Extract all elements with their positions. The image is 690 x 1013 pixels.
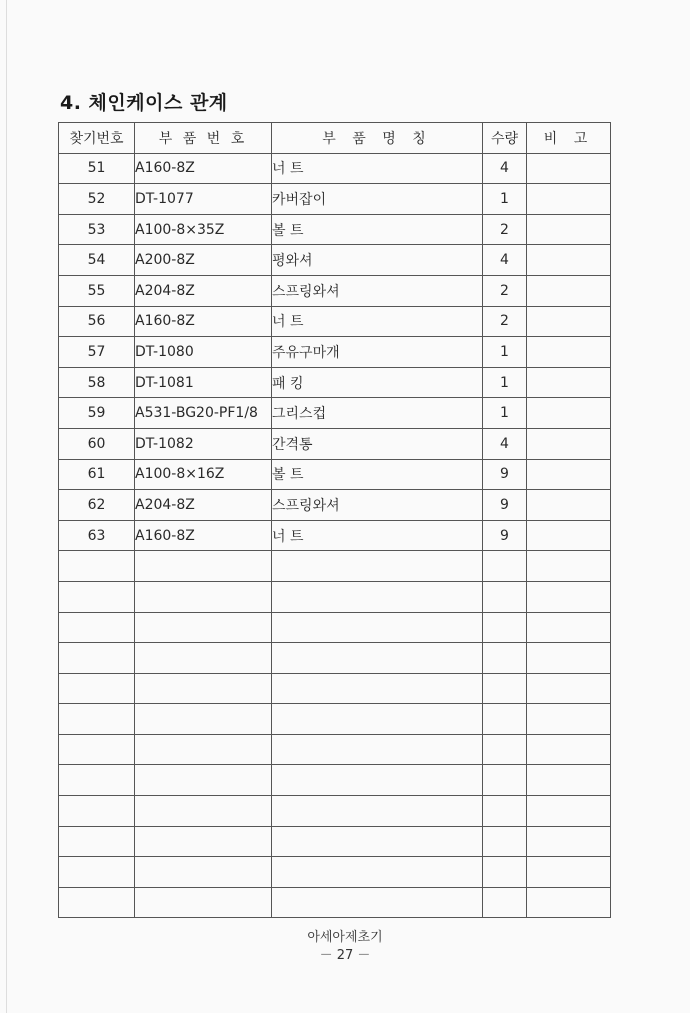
cell-note [527,551,611,582]
cell-note [527,520,611,551]
cell-no [59,551,135,582]
cell-no: 60 [59,428,135,459]
cell-qty [483,704,527,735]
cell-no: 61 [59,459,135,490]
cell-part-name [272,643,483,674]
cell-note [527,428,611,459]
cell-no: 52 [59,184,135,215]
footer-company: 아세아제초기 [307,930,383,945]
cell-part-name: 너 트 [272,153,483,184]
cell-no [59,887,135,918]
cell-note [527,337,611,368]
table-row [59,857,611,888]
cell-qty: 1 [483,367,527,398]
cell-part-name [272,673,483,704]
cell-qty: 1 [483,184,527,215]
cell-part-number: A160-8Z [135,153,272,184]
cell-part-name [272,612,483,643]
cell-part-name: 스프링와셔 [272,490,483,521]
cell-no: 57 [59,337,135,368]
cell-no: 55 [59,275,135,306]
table-row [59,520,611,551]
cell-no: 62 [59,490,135,521]
cell-part-name: 너 트 [272,306,483,337]
parts-table [58,122,611,918]
cell-part-number: A100-8×16Z [135,459,272,490]
cell-no [59,857,135,888]
cell-part-name [272,765,483,796]
cell-part-name: 스프링와셔 [272,275,483,306]
footer-page-number: － 27 － [319,948,371,963]
cell-qty [483,734,527,765]
header-no: 찾기번호 [59,123,135,154]
cell-qty [483,826,527,857]
table-row [59,367,611,398]
cell-no: 58 [59,367,135,398]
table-row [59,275,611,306]
cell-part-number: A204-8Z [135,275,272,306]
cell-part-number: DT-1081 [135,367,272,398]
cell-part-name [272,581,483,612]
cell-qty [483,551,527,582]
page-edge-line [6,0,7,1013]
cell-qty [483,643,527,674]
cell-note [527,275,611,306]
parts-table-body [59,153,611,918]
table-row [59,337,611,368]
cell-part-number: A204-8Z [135,490,272,521]
table-row [59,581,611,612]
cell-part-number [135,734,272,765]
cell-part-name [272,796,483,827]
cell-no [59,643,135,674]
table-row [59,826,611,857]
cell-part-name: 카버잡이 [272,184,483,215]
cell-qty [483,581,527,612]
cell-note [527,612,611,643]
cell-note [527,184,611,215]
cell-note [527,643,611,674]
cell-qty [483,612,527,643]
cell-note [527,673,611,704]
cell-qty [483,796,527,827]
cell-part-number [135,857,272,888]
cell-part-number [135,581,272,612]
cell-note [527,367,611,398]
cell-no: 53 [59,214,135,245]
table-row [59,184,611,215]
cell-qty: 2 [483,275,527,306]
table-header-row [59,123,611,154]
cell-no [59,734,135,765]
cell-part-number: A200-8Z [135,245,272,276]
header-part-name: 부 품 명 칭 [272,123,483,154]
cell-part-name [272,826,483,857]
cell-no [59,826,135,857]
cell-qty: 9 [483,459,527,490]
cell-part-name: 간격통 [272,428,483,459]
cell-note [527,214,611,245]
cell-no [59,796,135,827]
table-row [59,643,611,674]
cell-part-number: A160-8Z [135,306,272,337]
table-row [59,765,611,796]
cell-no: 54 [59,245,135,276]
header-part-number: 부 품 번 호 [135,123,272,154]
cell-note [527,459,611,490]
cell-no [59,581,135,612]
cell-no [59,612,135,643]
cell-part-number: A160-8Z [135,520,272,551]
cell-part-number [135,765,272,796]
table-row [59,796,611,827]
header-qty: 수량 [483,123,527,154]
cell-qty [483,887,527,918]
cell-note [527,581,611,612]
cell-qty: 2 [483,306,527,337]
cell-note [527,887,611,918]
cell-no [59,673,135,704]
cell-qty [483,673,527,704]
cell-note [527,857,611,888]
cell-note [527,826,611,857]
cell-part-number [135,826,272,857]
table-row [59,887,611,918]
table-row [59,214,611,245]
cell-qty [483,857,527,888]
cell-qty: 1 [483,398,527,429]
cell-qty: 1 [483,337,527,368]
table-row [59,612,611,643]
cell-no: 59 [59,398,135,429]
table-row [59,459,611,490]
cell-no [59,704,135,735]
cell-note [527,704,611,735]
cell-no: 63 [59,520,135,551]
cell-part-number [135,887,272,918]
cell-no [59,765,135,796]
table-row [59,306,611,337]
cell-part-number: DT-1077 [135,184,272,215]
header-note: 비 고 [527,123,611,154]
cell-part-name [272,887,483,918]
cell-part-name [272,734,483,765]
cell-part-number [135,612,272,643]
cell-note [527,765,611,796]
table-row [59,551,611,582]
cell-qty [483,765,527,796]
table-row [59,153,611,184]
cell-qty: 9 [483,490,527,521]
cell-note [527,245,611,276]
section-title: 4. 체인케이스 관계 [60,92,228,114]
cell-no: 51 [59,153,135,184]
cell-part-number [135,673,272,704]
cell-qty: 2 [483,214,527,245]
cell-note [527,796,611,827]
cell-part-name [272,551,483,582]
cell-part-name: 주유구마개 [272,337,483,368]
table-row [59,490,611,521]
cell-part-number [135,643,272,674]
table-row [59,734,611,765]
cell-part-number: DT-1080 [135,337,272,368]
cell-part-number: A100-8×35Z [135,214,272,245]
cell-part-number [135,796,272,827]
cell-part-number [135,551,272,582]
cell-part-name: 패 킹 [272,367,483,398]
cell-part-name: 그리스컵 [272,398,483,429]
table-row [59,398,611,429]
cell-part-number: DT-1082 [135,428,272,459]
cell-part-name [272,704,483,735]
cell-no: 56 [59,306,135,337]
cell-note [527,490,611,521]
table-row [59,704,611,735]
cell-part-name [272,857,483,888]
table-row [59,673,611,704]
cell-qty: 4 [483,153,527,184]
table-row [59,428,611,459]
cell-part-name: 평와셔 [272,245,483,276]
cell-note [527,306,611,337]
cell-note [527,398,611,429]
table-row [59,245,611,276]
cell-part-number: A531-BG20-PF1/8 [135,398,272,429]
cell-part-name: 볼 트 [272,214,483,245]
cell-part-name: 너 트 [272,520,483,551]
cell-part-number [135,704,272,735]
cell-note [527,734,611,765]
cell-qty: 4 [483,245,527,276]
cell-part-name: 볼 트 [272,459,483,490]
cell-qty: 9 [483,520,527,551]
cell-note [527,153,611,184]
cell-qty: 4 [483,428,527,459]
